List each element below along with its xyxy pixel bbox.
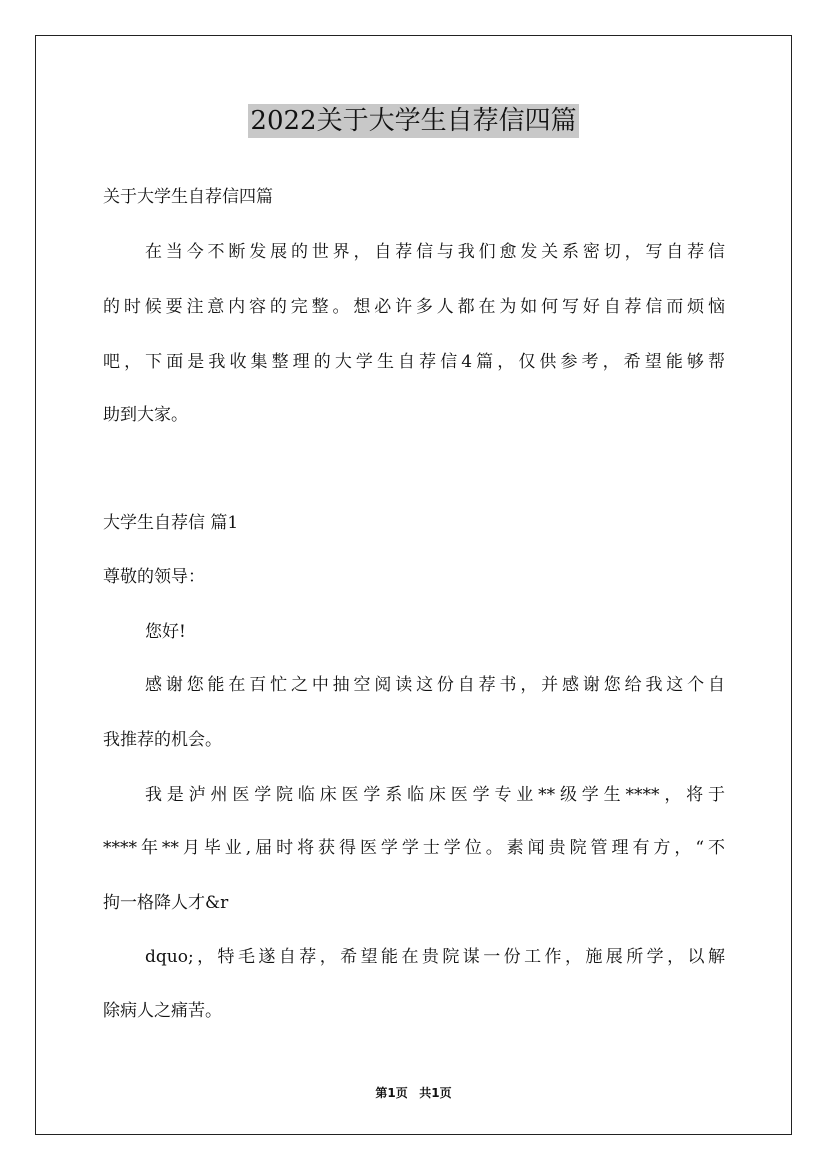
intro-line-3: 吧，下面是我收集整理的大学生自荐信4篇，仅供参考，希望能够帮 xyxy=(103,352,725,372)
para2-line-1: 我是泸州医学院临床医学系临床医学专业**级学生****，将于 xyxy=(145,785,725,805)
document-title: 2022关于大学生自荐信四篇 xyxy=(250,106,577,136)
para3-line-1: dquo;，特毛遂自荐，希望能在贵院谋一份工作，施展所学，以解 xyxy=(145,947,725,967)
intro-line-2: 的时候要注意内容的完整。想必许多人都在为如何写好自荐信而烦恼 xyxy=(103,297,725,317)
para2-line-3: 拘一格降人才&r xyxy=(103,893,229,913)
page-number: 第1页 xyxy=(375,1086,408,1100)
intro-line-1: 在当今不断发展的世界，自荐信与我们愈发关系密切，写自荐信 xyxy=(145,242,725,262)
para1-line-2: 我推荐的机会。 xyxy=(103,730,222,750)
para2-line-2: ****年**月毕业,届时将获得医学学士学位。素闻贵院管理有方，“不 xyxy=(103,838,725,858)
page-total: 共1页 xyxy=(419,1086,452,1100)
para3-line-2: 除病人之痛苦。 xyxy=(103,1001,222,1021)
para1-line-1: 感谢您能在百忙之中抽空阅读这份自荐书，并感谢您给我这个自 xyxy=(145,675,725,695)
greeting: 您好! xyxy=(145,622,186,642)
intro-line-4: 助到大家。 xyxy=(103,405,188,425)
section-heading: 大学生自荐信 篇1 xyxy=(103,513,239,533)
subtitle: 关于大学生自荐信四篇 xyxy=(103,187,273,207)
salutation: 尊敬的领导： xyxy=(103,567,205,587)
page-footer xyxy=(0,1084,827,1101)
